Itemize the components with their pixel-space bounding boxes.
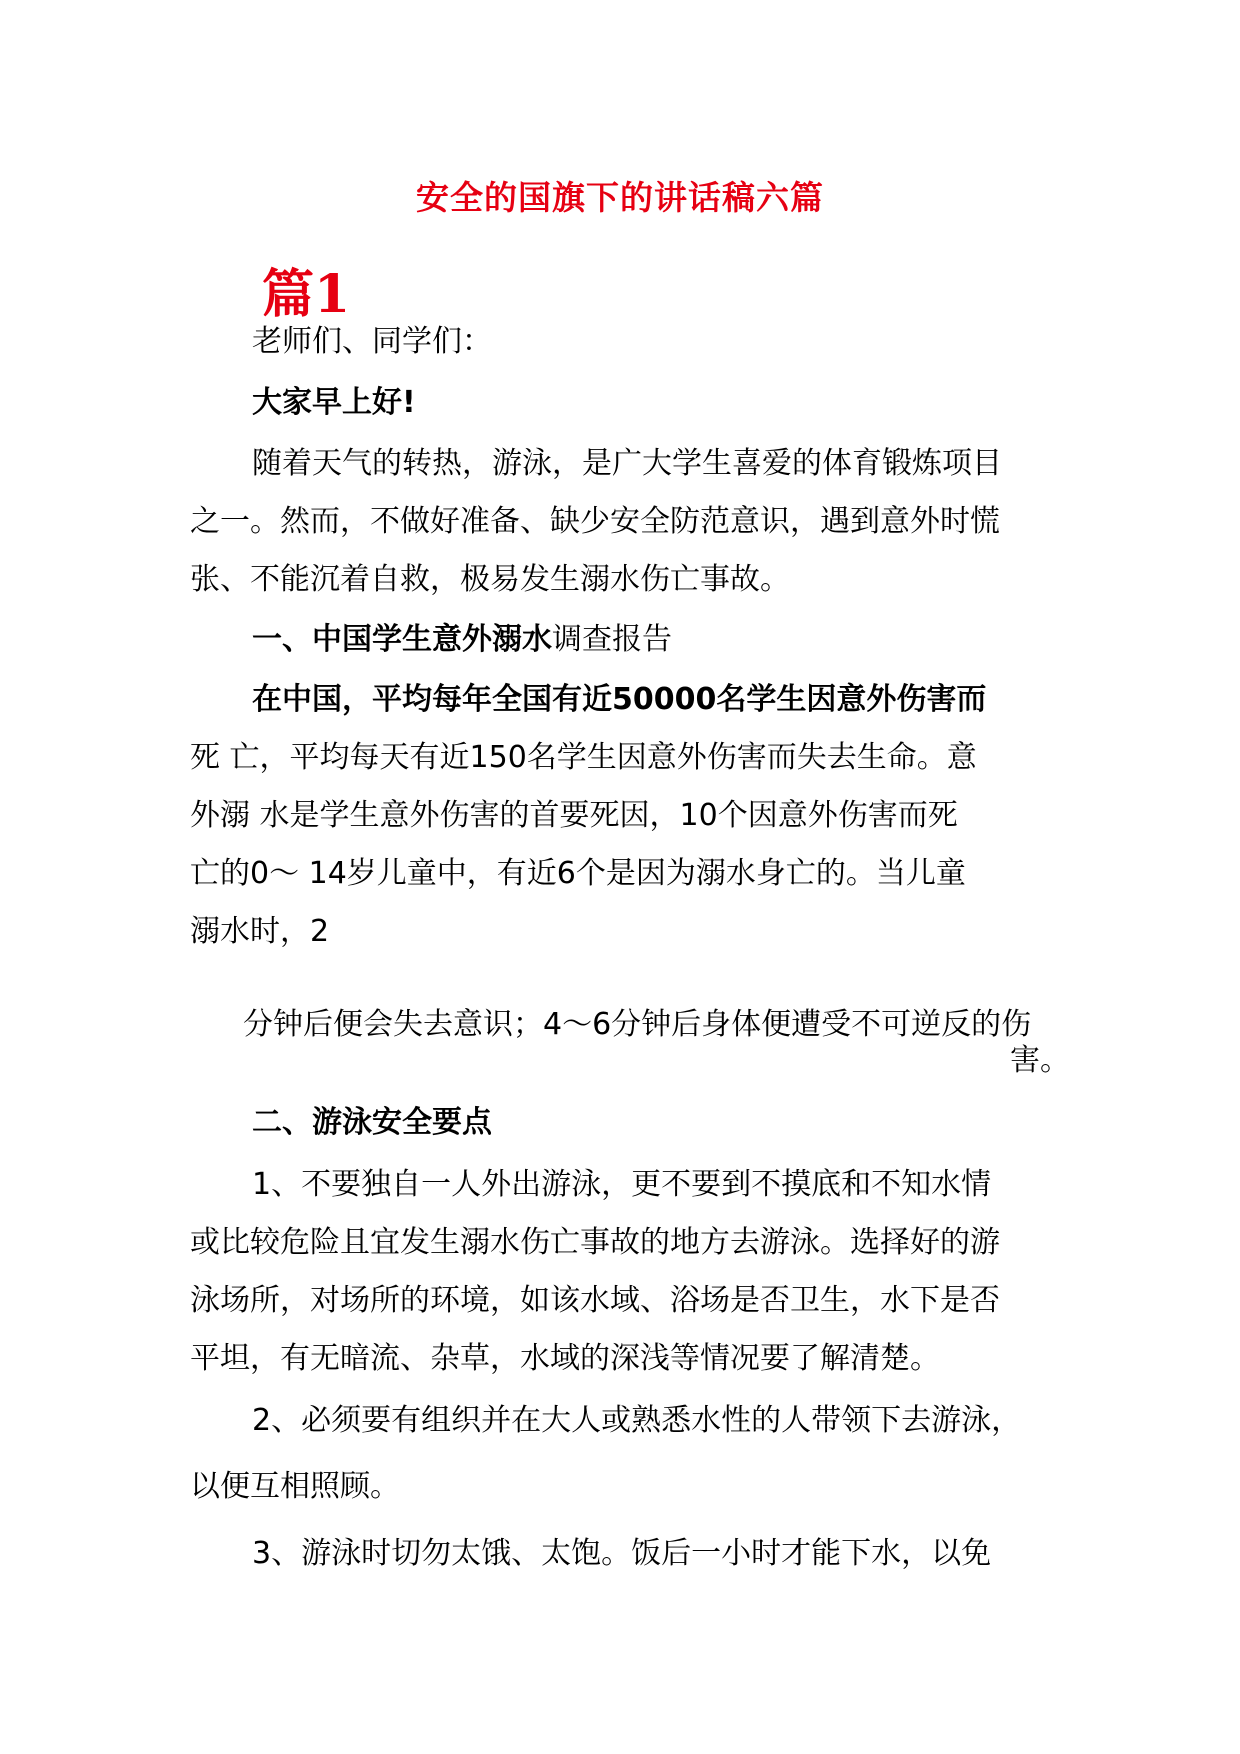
- point1-line-1: 1、不要独自一人外出游泳，更不要到不摸底和不知水情: [252, 1167, 992, 1202]
- heading-survey: [252, 620, 672, 660]
- stats-line-2: 死 亡，平均每天有近150名学生因意外伤害而失去生命。意: [190, 740, 977, 775]
- heading-survey-bold: 一、中国学生意外溺水: [252, 622, 552, 657]
- heading-survey-rest: 调查报告: [552, 622, 672, 657]
- intro-line-3: 张、不能沉着自救，极易发生溺水伤亡事故。: [190, 562, 790, 597]
- stats-line-3: 外溺 水是学生意外伤害的首要死因，10个因意外伤害而死: [190, 798, 958, 833]
- stats-line-4: 亡的0～ 14岁儿童中，有近6个是因为溺水身亡的。当儿童: [190, 856, 966, 891]
- point3-line-1: 3、游泳时切勿太饿、太饱。饭后一小时才能下水，以免: [252, 1536, 992, 1571]
- stats-continuation-1: 分钟后便会失去意识；4～6分钟后身体便遭受不可逆反的伤: [243, 1007, 1032, 1042]
- point2-line-1: 2、必须要有组织并在大人或熟悉水性的人带领下去游泳，: [252, 1403, 1022, 1438]
- greeting: 大家早上好!: [252, 385, 416, 420]
- point1-line-4: 平坦，有无暗流、杂草，水域的深浅等情况要了解清楚。: [190, 1341, 940, 1376]
- point1-line-2: 或比较危险且宜发生溺水伤亡事故的地方去游泳。选择好的游: [190, 1225, 1000, 1260]
- heading-safety-points: 二、游泳安全要点: [252, 1105, 492, 1140]
- stats-line-1-text: 在中国，平均每年全国有近50000名学生因意外伤害而: [252, 682, 987, 717]
- intro-line-2: 之一。然而，不做好准备、缺少安全防范意识，遇到意外时慌: [190, 504, 1000, 539]
- stats-line-5: 溺水时，2: [190, 914, 330, 949]
- stats-line-1: [252, 680, 986, 720]
- point2-line-2: 以便互相照顾。: [190, 1469, 400, 1504]
- salutation: 老师们、同学们：: [252, 324, 492, 359]
- point1-line-3: 泳场所，对场所的环境，如该水域、浴场是否卫生，水下是否: [190, 1283, 1000, 1318]
- intro-line-1: 随着天气的转热，游泳，是广大学生喜爱的体育锻炼项目: [252, 446, 1002, 481]
- section-heading: 篇1: [262, 264, 351, 325]
- stats-continuation-2: 害。: [1010, 1043, 1070, 1078]
- document-title: 安全的国旗下的讲话稿六篇: [416, 178, 824, 217]
